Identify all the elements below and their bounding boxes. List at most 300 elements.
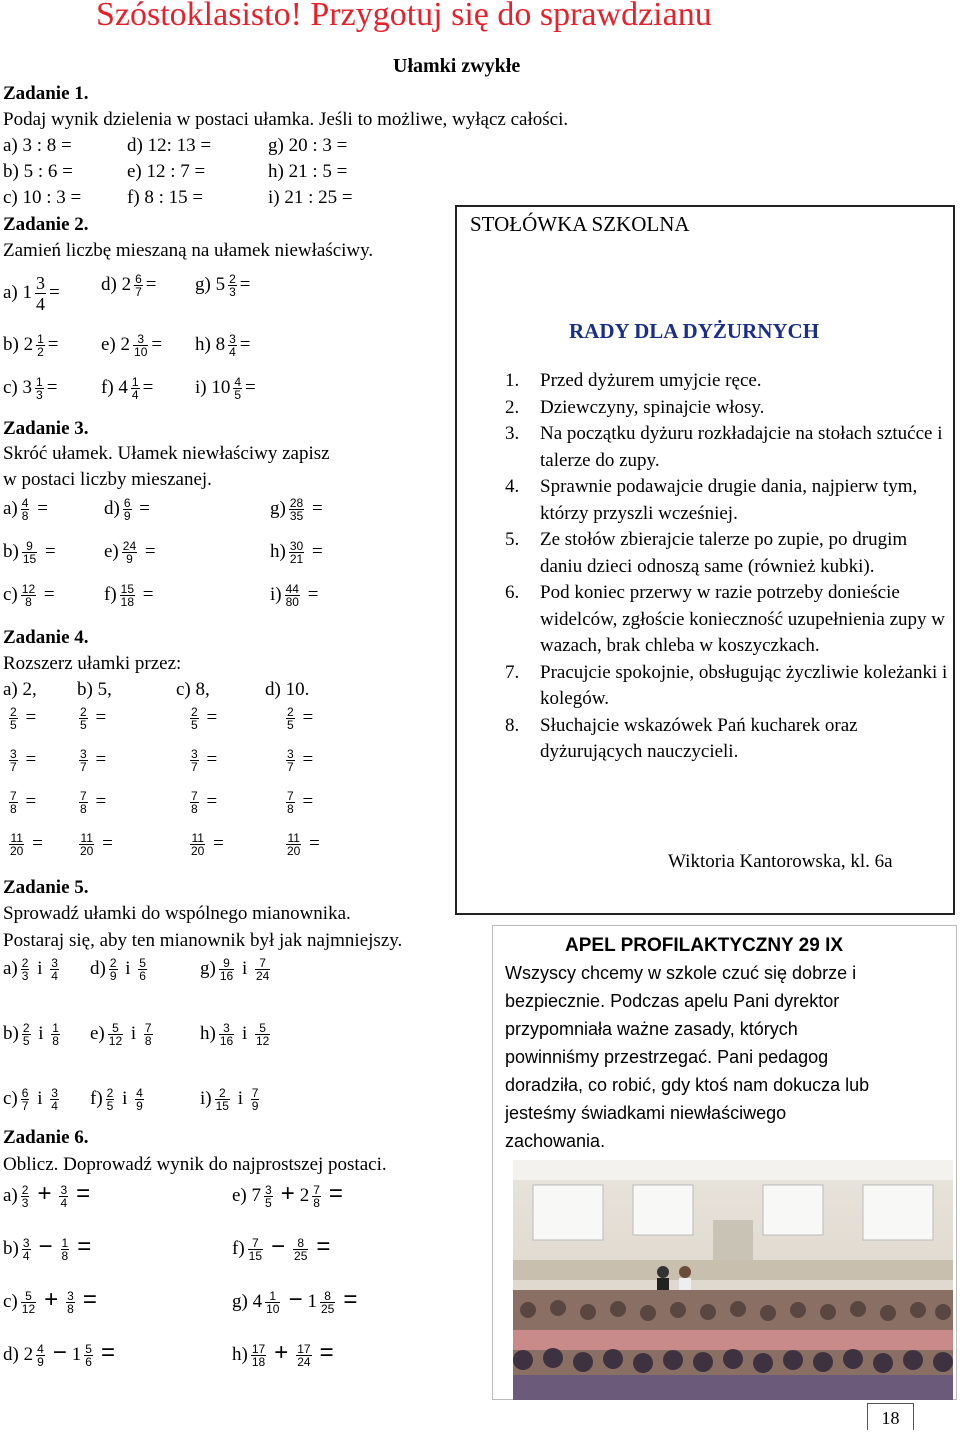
fraction [79,706,88,731]
z6-label: e) 7 [232,1185,262,1206]
z3-label: b) [3,540,19,562]
denominator: 12 [108,1034,123,1048]
fraction [21,957,30,982]
whole-part: 1 [307,1291,317,1312]
fraction [286,748,295,773]
equals-sign: = [20,790,37,812]
denominator: 8 [80,802,87,816]
z6-item [3,1180,95,1209]
denominator: 6 [85,1355,92,1370]
z6-label: d) 2 [3,1344,34,1365]
fraction [190,832,205,857]
denominator: 4 [60,1196,68,1211]
denominator: 24 [297,1355,311,1370]
rule-text: Na początku dyżuru rozkładajcie na stołach sztućce i talerze do zupy. [540,423,943,471]
z3-item [104,540,156,565]
denominator: 5 [80,718,87,732]
numerator: 1 [36,375,43,389]
connector: i [33,1022,49,1044]
z2-item [195,376,256,401]
equals-sign: = [297,748,314,770]
equals-sign: = [239,273,251,295]
rule-item [505,474,950,527]
numerator: 7 [144,1021,152,1035]
z6-item [232,1339,339,1368]
fraction [289,497,304,522]
fraction [9,748,18,773]
numerator: 4 [234,375,242,389]
rule-item [505,395,950,422]
denominator: 16 [219,1034,234,1048]
page-number: 18 [867,1403,914,1430]
fraction [36,1343,45,1368]
numerator: 8 [320,1290,335,1303]
connector: i [117,1087,133,1109]
denominator: 4 [36,294,46,314]
fraction [285,583,300,608]
equals-sign: = [40,540,56,562]
rule-number: 2. [505,396,520,418]
z4-item [76,790,106,815]
apel-line: doradziła, co robić, gdy ktoś nam dokucza lub [505,1075,870,1095]
z3-label: i) [270,583,282,605]
z4-header: c) 8, [176,679,210,700]
numerator: 3 [133,333,148,346]
z5-item [90,1087,147,1112]
numerator: 7 [255,957,270,970]
z5-item [3,1087,62,1112]
denominator: 18 [251,1355,266,1370]
denominator: 5 [234,388,242,402]
z1-cell: c) 10 : 3 = [3,187,82,208]
fraction [286,832,301,857]
numerator: 5 [85,1342,92,1357]
numerator: 4 [37,1342,44,1357]
denominator: 3 [21,969,29,983]
z5-label: g) [200,957,216,979]
fraction [21,1290,36,1315]
denominator: 9 [251,1099,259,1113]
fraction [120,583,135,608]
denominator: 8 [10,802,17,816]
z5-item [90,1022,156,1047]
z4-item [187,832,224,857]
numerator: 3 [287,747,294,761]
z6-label: h) [232,1344,248,1365]
z4-item [283,832,320,857]
z2-item [3,376,57,401]
fraction [22,1237,31,1262]
z1-cell: a) 3 : 8 = [3,135,72,156]
denominator: 4 [22,1249,30,1264]
z6-instruction: Oblicz. Doprowadź wynik do najprostszej postaci. [3,1154,387,1175]
numerator: 6 [21,1086,29,1100]
fraction [190,706,199,731]
denominator: 4 [51,969,58,983]
whole-part: 1 [71,1344,82,1365]
connector: i [237,1022,252,1044]
z2-label: f) 4 [101,376,128,398]
z2-item [195,333,250,358]
z4-header: d) 10. [265,679,310,700]
fraction [109,957,118,982]
fraction [9,832,24,857]
z6-item [232,1233,335,1262]
equals-sign: = [343,1286,358,1313]
equals-sign: = [239,333,251,355]
apel-line: zachowania. [505,1131,606,1151]
z2-item [101,333,162,358]
denominator: 15 [22,552,37,566]
fraction [51,1022,60,1047]
denominator: 7 [80,760,87,774]
fraction [84,1343,93,1368]
fraction [219,957,234,982]
z2-title: Zadanie 2. [3,214,89,235]
fraction [21,1184,30,1209]
denominator: 4 [131,388,139,402]
numerator: 7 [248,1237,263,1250]
equals-sign: = [47,333,59,355]
equals-sign: = [151,333,163,355]
z4-header: b) 5, [77,679,112,700]
section-subtitle: Ułamki zwykłe [393,55,521,77]
z4-item [187,748,217,773]
denominator: 9 [109,969,117,983]
z4-instruction: Rozszerz ułamki przez: [3,653,182,674]
denominator: 5 [106,1099,114,1113]
rule-number: 7. [505,661,520,683]
z6-label: a) [3,1185,18,1206]
z5-instruction-1: Sprowadź ułamki do wspólnego mianownika. [3,903,351,924]
numerator: 2 [80,705,87,719]
fraction [255,1022,270,1047]
z2-item [3,273,60,314]
numerator: 11 [80,831,93,845]
equals-sign: = [77,1233,92,1260]
z5-label: c) [3,1087,18,1109]
z6-item [3,1339,120,1368]
z1-title: Zadanie 1. [3,83,89,104]
numerator: 11 [191,831,204,845]
denominator: 25 [320,1302,335,1317]
z3-label: d) [104,497,120,519]
z6-label: b) [3,1238,19,1259]
equals-sign: = [328,1180,343,1207]
z2-label: d) 2 [101,273,132,295]
denominator: 21 [289,552,304,566]
equals-sign: = [27,832,43,854]
denominator: 16 [219,969,234,983]
numerator: 1 [52,1021,59,1035]
numerator: 44 [285,582,299,596]
rule-item [505,368,950,395]
z2-item [3,333,58,358]
fraction [296,1343,311,1368]
z3-instruction-1: Skróć ułamek. Ułamek niewłaściwy zapisz [3,443,330,464]
z6-item [3,1286,102,1315]
equals-sign: = [76,1180,91,1207]
denominator: 10 [134,345,148,359]
fraction [286,790,295,815]
numerator: 5 [139,956,146,970]
denominator: 20 [287,844,301,858]
equals-sign: = [145,273,157,295]
denominator: 6 [139,969,146,983]
z5-label: i) [200,1087,212,1109]
numerator: 3 [60,1183,68,1198]
z2-item [101,273,156,298]
connector: i [120,957,136,979]
fraction [233,376,242,401]
z2-label: h) 8 [195,333,226,355]
denominator: 5 [10,718,17,732]
z4-item [6,832,43,857]
rule-item [505,660,950,713]
equals-sign: = [46,376,58,398]
fraction [134,273,143,298]
connector: i [232,1087,248,1109]
z1-cell: e) 12 : 7 = [127,161,206,182]
denominator: 7 [287,760,294,774]
numerator: 4 [136,1086,143,1100]
equals-sign: = [142,376,154,398]
equals-sign: = [82,1286,97,1313]
rule-item [505,421,950,474]
fraction [79,832,94,857]
fraction [59,1184,68,1209]
equals-sign: = [32,497,48,519]
fraction [215,1087,230,1112]
rule-number: 4. [505,476,520,497]
denominator: 9 [136,1099,143,1113]
z6-item [232,1286,362,1315]
equals-sign: = [140,540,156,562]
fraction [264,1184,273,1209]
numerator: 15 [120,582,135,596]
z5-item [3,1022,63,1047]
z2-instruction: Zamień liczbę mieszaną na ułamek niewłaściwy. [3,240,374,261]
z2-label: g) 5 [195,273,226,295]
equals-sign: = [100,1339,115,1366]
z5-item [200,1087,262,1112]
numerator: 2 [21,956,29,970]
equals-sign: = [297,706,314,728]
z3-label: e) [104,540,119,562]
numerator: 9 [219,957,234,970]
z4-item [76,748,106,773]
z2-label: i) 10 [195,376,231,398]
z6-label: c) [3,1291,18,1312]
rule-text: Ze stołów zbierajcie talerze po zupie, po drugim daniu dzieci odnoszą same (również kubki). [540,529,908,577]
z5-label: f) [90,1087,103,1109]
fraction [9,706,18,731]
fraction [123,497,132,522]
apel-line: przypomniała ważne zasady, których [505,1019,798,1039]
z4-item [283,706,313,731]
fraction [50,957,59,982]
z5-item [200,957,273,982]
numerator: 8 [293,1237,308,1250]
numerator: 5 [108,1022,123,1035]
numerator: 6 [123,496,131,510]
denominator: 9 [37,1355,44,1370]
denominator: 9 [123,509,131,523]
fraction [21,1087,30,1112]
denominator: 20 [80,844,94,858]
numerator: 2 [109,956,117,970]
fraction [135,1087,144,1112]
equals-sign: = [307,497,323,519]
numerator: 7 [313,1183,320,1198]
denominator: 8 [191,802,198,816]
canteen-title: RADY DLA DYŻURNYCH [569,319,820,343]
numerator: 7 [10,789,17,803]
rule-text: Pracujcie spokojnie, obsługując życzliwie koleżanki i kolegów. [540,661,948,709]
z3-item [270,583,318,608]
fraction [138,957,147,982]
numerator: 3 [80,747,87,761]
z4-item [6,790,36,815]
apel-line: Wszyscy chcemy w szkole czuć się dobrze i [505,963,857,983]
denominator: 15 [215,1099,229,1113]
equals-sign: = [304,832,320,854]
numerator: 3 [67,1289,74,1304]
z3-label: a) [3,497,18,519]
z1-cell: h) 21 : 5 = [268,161,348,182]
fraction [293,1237,308,1262]
numerator: 7 [80,789,87,803]
numerator: 3 [265,1183,272,1198]
numerator: 1 [131,375,139,389]
z2-label: b) 2 [3,333,34,355]
equals-sign: = [201,706,218,728]
z1-cell: i) 21 : 25 = [268,187,353,208]
fraction [251,1087,260,1112]
z3-instruction-2: w postaci liczby mieszanej. [3,469,212,490]
equals-sign: = [201,748,218,770]
numerator: 3 [22,1236,30,1251]
fraction [122,540,137,565]
z5-label: a) [3,957,18,979]
fraction [133,333,148,358]
z1-cell: b) 5 : 6 = [3,161,73,182]
denominator: 35 [289,509,304,523]
z4-item [76,706,106,731]
operator: + [37,1180,52,1207]
fraction [219,1022,234,1047]
denominator: 7 [10,760,17,774]
denominator: 2 [37,345,44,359]
equals-sign: = [297,790,314,812]
denominator: 5 [287,718,294,732]
z3-label: c) [3,583,18,605]
fraction [61,1237,70,1262]
denominator: 12 [255,1034,270,1048]
canteen-rules-list [505,368,950,766]
denominator: 5 [191,718,198,732]
equals-sign: = [138,583,154,605]
denominator: 7 [21,1099,29,1113]
numerator: 28 [289,496,304,510]
numerator: 7 [191,789,198,803]
equals-sign: = [319,1339,334,1366]
numerator: 17 [297,1342,311,1357]
fraction [35,376,44,401]
z2-label: e) 2 [101,333,131,355]
z3-item [270,540,323,565]
rule-number: 6. [505,582,520,603]
numerator: 3 [191,747,198,761]
fraction [36,333,45,358]
fraction [248,1237,263,1262]
numerator: 3 [36,273,46,293]
z1-cell: g) 20 : 3 = [268,135,348,156]
denominator: 7 [135,285,142,299]
z1-cell: f) 8 : 15 = [127,187,204,208]
numerator: 11 [287,831,300,845]
operator: + [280,1180,295,1207]
z2-item [101,376,153,401]
rule-text: Sprawnie podawajcie drugie dania, najpierw tym, którzy przyszli wcześniej. [540,476,918,524]
numerator: 4 [21,496,29,510]
denominator: 8 [144,1034,152,1048]
connector: i [32,1087,48,1109]
fraction [228,333,237,358]
z6-item [232,1180,348,1209]
z4-item [187,790,217,815]
z5-label: h) [200,1022,216,1044]
connector: i [237,957,252,979]
numerator: 11 [10,831,23,845]
denominator: 5 [22,1034,30,1048]
denominator: 18 [120,595,135,609]
fraction [144,1022,153,1047]
fraction [265,1290,280,1315]
rule-item [505,527,950,580]
fraction [286,706,295,731]
fraction [190,790,199,815]
fraction [66,1290,75,1315]
numerator: 30 [289,539,304,553]
denominator: 20 [191,844,205,858]
operator: + [44,1286,59,1313]
equals-sign: = [245,376,256,398]
fraction [190,748,199,773]
rule-item [505,580,950,660]
equals-sign: = [90,706,107,728]
denominator: 20 [10,844,24,858]
fraction [35,273,46,314]
z1-instruction: Podaj wynik dzielenia w postaci ułamka. Jeśli to możliwe, wyłącz całości. [3,109,569,130]
numerator: 2 [106,1086,114,1100]
z6-item [3,1233,96,1262]
numerator: 2 [21,1183,29,1198]
denominator: 4 [229,345,236,359]
denominator: 12 [21,1302,36,1317]
numerator: 3 [229,332,236,346]
numerator: 5 [255,1022,270,1035]
z5-item [3,957,62,982]
numerator: 1 [265,1290,280,1303]
z4-item [187,706,217,731]
denominator: 25 [294,1249,308,1264]
z5-item [200,1022,273,1047]
operator: − [288,1286,303,1313]
numerator: 24 [122,539,137,553]
canteen-heading: STOŁÓWKA SZKOLNA [470,212,690,236]
fraction [50,1087,59,1112]
